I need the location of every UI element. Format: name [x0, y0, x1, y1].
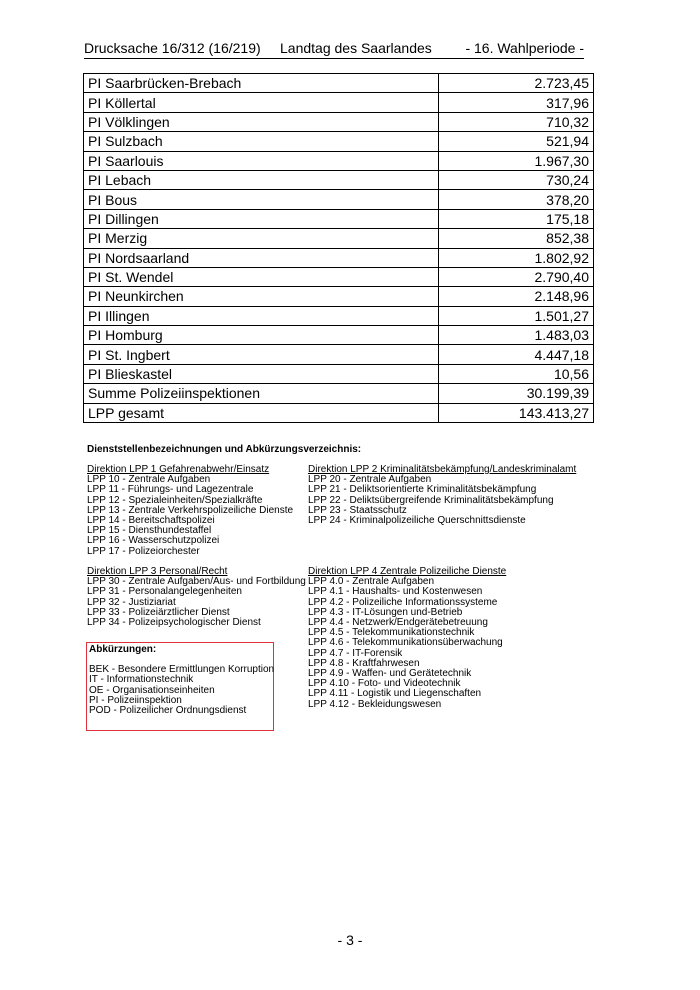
- station-name: PI Bous: [84, 190, 439, 209]
- directorate-heading: Direktion LPP 4 Zentrale Polizeiliche Dienste: [308, 566, 507, 577]
- directorate-heading: Direktion LPP 2 Kriminalitätsbekämpfung/Landeskriminalamt: [308, 464, 577, 475]
- list-item: BEK - Besondere Ermittlungen Korruption: [89, 664, 275, 676]
- list-item: LPP 32 - Justiziariat: [87, 596, 176, 608]
- list-item: LPP 4.5 - Telekommunikationstechnik: [308, 627, 475, 639]
- page-number: - 3 -: [337, 932, 363, 948]
- directorate-lpp3: [87, 567, 306, 628]
- station-name: PI Völklingen: [84, 112, 439, 131]
- table-row: [84, 306, 594, 325]
- list-item: LPP 14 - Bereitschaftspolizei: [87, 515, 215, 527]
- station-name: PI St. Wendel: [84, 267, 439, 286]
- station-value: 730,24: [438, 170, 593, 189]
- table-row: [84, 170, 594, 189]
- directorate-heading: Direktion LPP 1 Gefahrenabwehr/Einsatz: [87, 464, 270, 475]
- page-header: [84, 40, 584, 59]
- station-name: PI Merzig: [84, 229, 439, 248]
- station-name: PI Dillingen: [84, 209, 439, 228]
- list-item: LPP 23 - Staatsschutz: [308, 504, 407, 516]
- station-value: 710,32: [438, 112, 593, 131]
- abbreviations-title: Abkürzungen:: [89, 644, 157, 655]
- list-item: LPP 20 - Zentrale Aufgaben: [308, 474, 432, 486]
- station-name: PI Neunkirchen: [84, 287, 439, 306]
- list-item: LPP 10 - Zentrale Aufgaben: [87, 474, 211, 486]
- table-row: [84, 209, 594, 228]
- station-value: 4.447,18: [438, 345, 593, 364]
- station-value: 2.148,96: [438, 287, 593, 306]
- directorate-heading: Direktion LPP 3 Personal/Recht: [87, 566, 228, 577]
- list-item: LPP 22 - Deliktsübergreifende Kriminalitätsbekämpfung: [308, 494, 554, 506]
- table-row: [84, 326, 594, 345]
- list-item: LPP 11 - Führungs- und Lagezentrale: [87, 484, 254, 496]
- table-row: [84, 364, 594, 383]
- station-value: 317,96: [438, 93, 593, 112]
- station-name: PI Illingen: [84, 306, 439, 325]
- station-value: 2.790,40: [438, 267, 593, 286]
- table-row: [84, 345, 594, 364]
- list-item: LPP 4.11 - Logistik und Liegenschaften: [308, 688, 482, 700]
- list-item: LPP 4.6 - Telekommunikationsüberwachung: [308, 637, 503, 649]
- list-item: LPP 17 - Polizeiorchester: [87, 545, 200, 557]
- list-item: IT - Informationstechnik: [89, 674, 194, 686]
- station-value: 10,56: [438, 364, 593, 383]
- list-item: LPP 4.9 - Waffen- und Gerätetechnik: [308, 668, 472, 680]
- table-row: [84, 93, 594, 112]
- table-row: [84, 229, 594, 248]
- list-item: LPP 31 - Personalangelegenheiten: [87, 586, 242, 598]
- directorate-lpp2: [308, 465, 576, 526]
- list-item: LPP 4.3 - IT-Lösungen und-Betrieb: [308, 606, 463, 618]
- table-row: [84, 112, 594, 131]
- list-item: LPP 4.8 - Kraftfahrwesen: [308, 657, 420, 669]
- station-name: Summe Polizeiinspektionen: [84, 384, 439, 403]
- table-row: [84, 384, 594, 403]
- list-item: LPP 34 - Polizeipsychologischer Dienst: [87, 617, 261, 629]
- station-name: PI Saarbrücken-Brebach: [84, 74, 439, 93]
- legislative-period: - 16. Wahlperiode -: [465, 40, 584, 56]
- list-item: LPP 4.4 - Netzwerk/Endgerätebetreuung: [308, 617, 488, 629]
- list-item: LPP 15 - Diensthundestaffel: [87, 525, 212, 537]
- station-name: PI Nordsaarland: [84, 248, 439, 267]
- station-name: PI Homburg: [84, 326, 439, 345]
- table-row: [84, 267, 594, 286]
- station-name: PI Lebach: [84, 170, 439, 189]
- list-item: LPP 4.7 - IT-Forensik: [308, 647, 403, 659]
- table-row: [84, 74, 594, 93]
- list-item: LPP 33 - Polizeiärztlicher Dienst: [87, 606, 230, 618]
- station-name: PI Sulzbach: [84, 132, 439, 151]
- list-item: OE - Organisationseinheiten: [89, 684, 215, 696]
- list-item: LPP 16 - Wasserschutzpolizei: [87, 535, 220, 547]
- list-item: LPP 4.10 - Foto- und Videotechnik: [308, 678, 461, 690]
- station-value: 378,20: [438, 190, 593, 209]
- station-value: 1.802,92: [438, 248, 593, 267]
- station-value: 521,94: [438, 132, 593, 151]
- list-item: LPP 30 - Zentrale Aufgaben/Aus- und Fortbildung: [87, 576, 306, 588]
- legend-title: Dienststellenbezeichnungen und Abkürzungsverzeichnis:: [87, 444, 362, 455]
- station-value: 30.199,39: [438, 384, 593, 403]
- station-value: 852,38: [438, 229, 593, 248]
- station-value: 1.483,03: [438, 326, 593, 345]
- table-row: [84, 132, 594, 151]
- list-item: PI - Polizeiinspektion: [89, 694, 182, 706]
- list-item: LPP 21 - Deliktsorientierte Kriminalitätsbekämpfung: [308, 484, 537, 496]
- station-name: PI St. Ingbert: [84, 345, 439, 364]
- station-name: LPP gesamt: [84, 403, 439, 422]
- list-item: LPP 4.0 - Zentrale Aufgaben: [308, 576, 435, 588]
- document-number: Drucksache 16/312 (16/219): [84, 40, 261, 56]
- list-item: LPP 13 - Zentrale Verkehrspolizeiliche Dienste: [87, 504, 294, 516]
- station-name: PI Köllertal: [84, 93, 439, 112]
- list-item: LPP 4.2 - Polizeiliche Informationssysteme: [308, 596, 498, 608]
- station-value: 1.501,27: [438, 306, 593, 325]
- table-row: [84, 403, 594, 422]
- station-value: 2.723,45: [438, 74, 593, 93]
- directorate-lpp1: [87, 465, 293, 557]
- list-item: LPP 24 - Kriminalpolizeiliche Querschnittsdienste: [308, 515, 526, 527]
- table-row: [84, 151, 594, 170]
- list-item: POD - Polizeilicher Ordnungsdienst: [89, 705, 247, 717]
- abbreviations-box: [86, 642, 274, 731]
- list-item: LPP 12 - Spezialeinheiten/Spezialkräfte: [87, 494, 263, 506]
- station-value: 175,18: [438, 209, 593, 228]
- parliament-name: Landtag des Saarlandes: [280, 40, 432, 56]
- station-name: PI Blieskastel: [84, 364, 439, 383]
- list-item: LPP 4.1 - Haushalts- und Kostenwesen: [308, 586, 483, 598]
- table-row: [84, 190, 594, 209]
- table-row: [84, 248, 594, 267]
- station-name: PI Saarlouis: [84, 151, 439, 170]
- station-value: 143.413,27: [438, 403, 593, 422]
- list-item: LPP 4.12 - Bekleidungswesen: [308, 698, 442, 710]
- directorate-lpp4: [308, 567, 506, 710]
- table-row: [84, 287, 594, 306]
- station-value: 1.967,30: [438, 151, 593, 170]
- cost-table: [83, 73, 594, 423]
